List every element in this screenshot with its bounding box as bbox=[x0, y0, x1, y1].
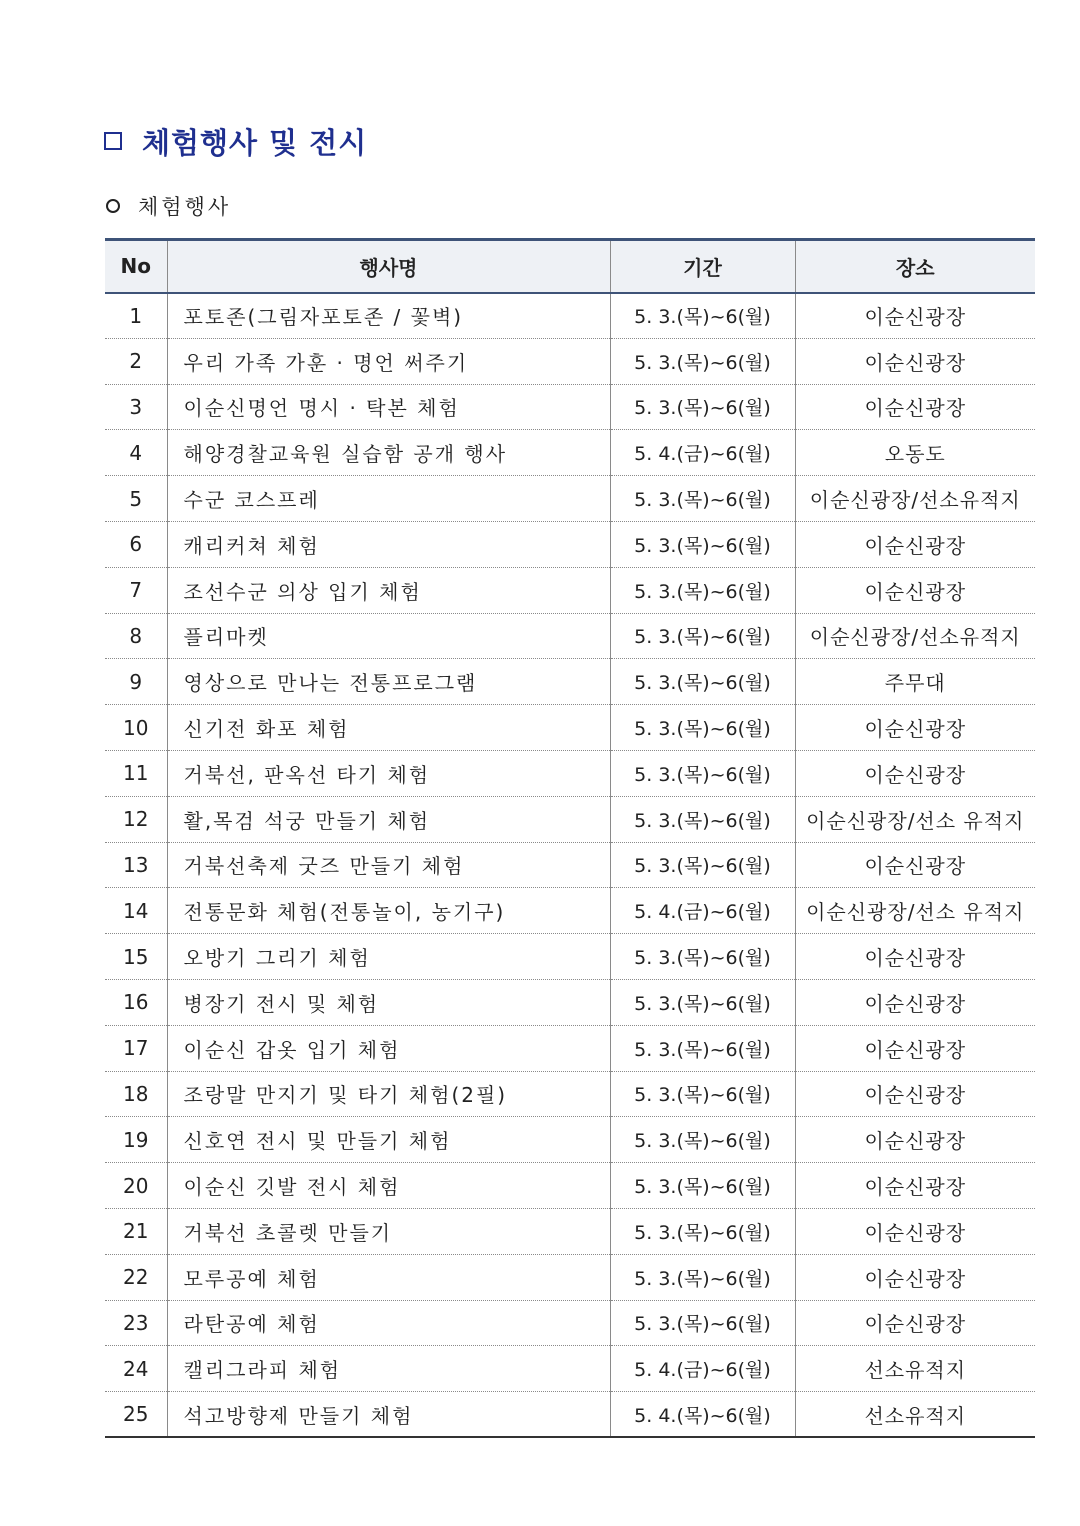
table-row bbox=[105, 979, 1035, 1025]
event-name: 신기전 화포 체험 bbox=[167, 705, 610, 751]
row-number: 5 bbox=[105, 476, 167, 522]
event-period: 5. 3.(목)~6(월) bbox=[610, 476, 795, 522]
event-place: 이순신광장 bbox=[795, 338, 1035, 384]
event-place: 이순신광장 bbox=[795, 293, 1035, 339]
row-number: 2 bbox=[105, 338, 167, 384]
event-place: 이순신광장 bbox=[795, 1071, 1035, 1117]
table-row bbox=[105, 567, 1035, 613]
event-period: 5. 3.(목)~6(월) bbox=[610, 338, 795, 384]
table-row bbox=[105, 934, 1035, 980]
event-name: 캐리커쳐 체험 bbox=[167, 521, 610, 567]
event-period: 5. 3.(목)~6(월) bbox=[610, 796, 795, 842]
events-table bbox=[105, 238, 1035, 1438]
table-row bbox=[105, 1208, 1035, 1254]
table-body bbox=[105, 293, 1035, 1438]
event-place: 이순신광장 bbox=[795, 1163, 1035, 1209]
event-period: 5. 3.(목)~6(월) bbox=[610, 1254, 795, 1300]
table-row bbox=[105, 521, 1035, 567]
table-row bbox=[105, 888, 1035, 934]
event-period: 5. 3.(목)~6(월) bbox=[610, 613, 795, 659]
event-period: 5. 3.(목)~6(월) bbox=[610, 1071, 795, 1117]
table-row bbox=[105, 705, 1035, 751]
event-name: 이순신 깃발 전시 체험 bbox=[167, 1163, 610, 1209]
table-row bbox=[105, 659, 1035, 705]
header-place: 장소 bbox=[795, 240, 1035, 293]
row-number: 3 bbox=[105, 384, 167, 430]
event-place: 이순신광장 bbox=[795, 1208, 1035, 1254]
event-name: 거북선 초콜렛 만들기 bbox=[167, 1208, 610, 1254]
row-number: 12 bbox=[105, 796, 167, 842]
event-name: 영상으로 만나는 전통프로그램 bbox=[167, 659, 610, 705]
header-event-name: 행사명 bbox=[167, 240, 610, 293]
event-period: 5. 4.(목)~6(월) bbox=[610, 1392, 795, 1438]
table-row bbox=[105, 1163, 1035, 1209]
event-name: 캘리그라피 체험 bbox=[167, 1346, 610, 1392]
event-place: 이순신광장/선소 유적지 bbox=[795, 796, 1035, 842]
event-place: 이순신광장 bbox=[795, 1300, 1035, 1346]
row-number: 10 bbox=[105, 705, 167, 751]
event-period: 5. 3.(목)~6(월) bbox=[610, 659, 795, 705]
event-period: 5. 3.(목)~6(월) bbox=[610, 750, 795, 796]
table-row bbox=[105, 1392, 1035, 1438]
event-period: 5. 4.(금)~6(월) bbox=[610, 1346, 795, 1392]
row-number: 25 bbox=[105, 1392, 167, 1438]
row-number: 20 bbox=[105, 1163, 167, 1209]
event-name: 석고방향제 만들기 체험 bbox=[167, 1392, 610, 1438]
section-title bbox=[104, 120, 367, 162]
table-row bbox=[105, 842, 1035, 888]
table-row bbox=[105, 796, 1035, 842]
event-period: 5. 4.(금)~6(월) bbox=[610, 430, 795, 476]
event-place: 이순신광장 bbox=[795, 934, 1035, 980]
event-period: 5. 3.(목)~6(월) bbox=[610, 1300, 795, 1346]
row-number: 9 bbox=[105, 659, 167, 705]
event-place: 이순신광장 bbox=[795, 1117, 1035, 1163]
subsection-title bbox=[106, 190, 231, 222]
row-number: 11 bbox=[105, 750, 167, 796]
row-number: 22 bbox=[105, 1254, 167, 1300]
event-name: 전통문화 체험(전통놀이, 농기구) bbox=[167, 888, 610, 934]
event-place: 이순신광장 bbox=[795, 1254, 1035, 1300]
table-row bbox=[105, 1117, 1035, 1163]
event-place: 이순신광장 bbox=[795, 750, 1035, 796]
event-name: 우리 가족 가훈 · 명언 써주기 bbox=[167, 338, 610, 384]
row-number: 24 bbox=[105, 1346, 167, 1392]
row-number: 14 bbox=[105, 888, 167, 934]
event-name: 이순신명언 명시 · 탁본 체험 bbox=[167, 384, 610, 430]
event-period: 5. 3.(목)~6(월) bbox=[610, 567, 795, 613]
event-place: 이순신광장/선소 유적지 bbox=[795, 888, 1035, 934]
table-row bbox=[105, 430, 1035, 476]
event-period: 5. 3.(목)~6(월) bbox=[610, 1163, 795, 1209]
event-place: 이순신광장 bbox=[795, 384, 1035, 430]
table-row bbox=[105, 1025, 1035, 1071]
event-name: 포토존(그림자포토존 / 꽃벽) bbox=[167, 293, 610, 339]
header-no: No bbox=[105, 240, 167, 293]
event-name: 오방기 그리기 체험 bbox=[167, 934, 610, 980]
event-place: 이순신광장/선소유적지 bbox=[795, 613, 1035, 659]
event-place: 이순신광장 bbox=[795, 567, 1035, 613]
event-period: 5. 3.(목)~6(월) bbox=[610, 705, 795, 751]
header-period: 기간 bbox=[610, 240, 795, 293]
row-number: 21 bbox=[105, 1208, 167, 1254]
event-name: 수군 코스프레 bbox=[167, 476, 610, 522]
event-period: 5. 3.(목)~6(월) bbox=[610, 842, 795, 888]
event-place: 이순신광장 bbox=[795, 521, 1035, 567]
row-number: 13 bbox=[105, 842, 167, 888]
row-number: 16 bbox=[105, 979, 167, 1025]
event-name: 이순신 갑옷 입기 체험 bbox=[167, 1025, 610, 1071]
event-name: 해양경찰교육원 실습함 공개 행사 bbox=[167, 430, 610, 476]
event-name: 라탄공예 체험 bbox=[167, 1300, 610, 1346]
event-period: 5. 3.(목)~6(월) bbox=[610, 1208, 795, 1254]
row-number: 6 bbox=[105, 521, 167, 567]
table-row bbox=[105, 1300, 1035, 1346]
event-place: 오동도 bbox=[795, 430, 1035, 476]
event-period: 5. 3.(목)~6(월) bbox=[610, 934, 795, 980]
event-period: 5. 3.(목)~6(월) bbox=[610, 384, 795, 430]
event-name: 모루공예 체험 bbox=[167, 1254, 610, 1300]
circle-bullet-icon bbox=[106, 199, 120, 213]
event-place: 이순신광장 bbox=[795, 1025, 1035, 1071]
event-name: 거북선축제 굿즈 만들기 체험 bbox=[167, 842, 610, 888]
event-name: 신호연 전시 및 만들기 체험 bbox=[167, 1117, 610, 1163]
event-period: 5. 3.(목)~6(월) bbox=[610, 521, 795, 567]
event-place: 선소유적지 bbox=[795, 1392, 1035, 1438]
row-number: 7 bbox=[105, 567, 167, 613]
event-period: 5. 3.(목)~6(월) bbox=[610, 1117, 795, 1163]
table-row bbox=[105, 338, 1035, 384]
subsection-title-text: 체험행사 bbox=[138, 195, 232, 219]
checkbox-square-icon bbox=[104, 132, 122, 150]
event-period: 5. 3.(목)~6(월) bbox=[610, 1025, 795, 1071]
table-row bbox=[105, 1254, 1035, 1300]
table-row bbox=[105, 613, 1035, 659]
row-number: 23 bbox=[105, 1300, 167, 1346]
event-place: 이순신광장 bbox=[795, 979, 1035, 1025]
row-number: 17 bbox=[105, 1025, 167, 1071]
table-row bbox=[105, 384, 1035, 430]
event-name: 조랑말 만지기 및 타기 체험(2필) bbox=[167, 1071, 610, 1117]
table-row bbox=[105, 293, 1035, 339]
row-number: 18 bbox=[105, 1071, 167, 1117]
row-number: 19 bbox=[105, 1117, 167, 1163]
event-place: 주무대 bbox=[795, 659, 1035, 705]
event-period: 5. 3.(목)~6(월) bbox=[610, 979, 795, 1025]
event-name: 플리마켓 bbox=[167, 613, 610, 659]
table-header-row bbox=[105, 240, 1035, 293]
event-name: 거북선, 판옥선 타기 체험 bbox=[167, 750, 610, 796]
table-row bbox=[105, 750, 1035, 796]
event-place: 선소유적지 bbox=[795, 1346, 1035, 1392]
row-number: 15 bbox=[105, 934, 167, 980]
event-period: 5. 3.(목)~6(월) bbox=[610, 293, 795, 339]
table-row bbox=[105, 1346, 1035, 1392]
table-row bbox=[105, 476, 1035, 522]
event-name: 활,목검 석궁 만들기 체험 bbox=[167, 796, 610, 842]
event-period: 5. 4.(금)~6(월) bbox=[610, 888, 795, 934]
event-place: 이순신광장 bbox=[795, 705, 1035, 751]
event-name: 조선수군 의상 입기 체험 bbox=[167, 567, 610, 613]
row-number: 1 bbox=[105, 293, 167, 339]
section-title-text: 체험행사 및 전시 bbox=[142, 125, 368, 160]
row-number: 4 bbox=[105, 430, 167, 476]
event-place: 이순신광장 bbox=[795, 842, 1035, 888]
event-name: 병장기 전시 및 체험 bbox=[167, 979, 610, 1025]
event-place: 이순신광장/선소유적지 bbox=[795, 476, 1035, 522]
row-number: 8 bbox=[105, 613, 167, 659]
table-row bbox=[105, 1071, 1035, 1117]
